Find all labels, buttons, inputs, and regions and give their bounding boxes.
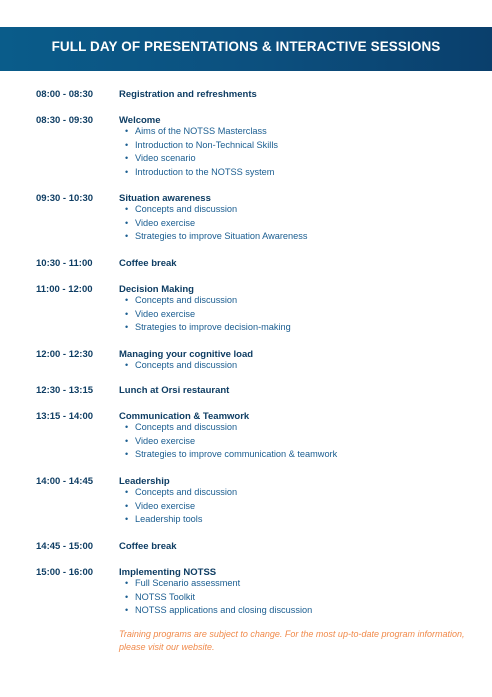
session-title: Situation awareness	[119, 193, 211, 204]
session-title: Leadership	[119, 476, 170, 487]
session-time: 10:30 - 11:00	[36, 258, 93, 269]
session-time: 12:30 - 13:15	[36, 385, 94, 396]
session-title: Welcome	[119, 115, 161, 126]
list-item	[125, 591, 312, 605]
bullet-icon: •	[125, 126, 129, 136]
bullet-icon: •	[125, 166, 129, 177]
session-items	[125, 203, 307, 244]
list-item	[125, 308, 291, 322]
list-item	[125, 125, 278, 139]
list-item	[125, 203, 307, 217]
list-item-text: Concepts and discussion	[135, 422, 238, 432]
list-item	[125, 152, 278, 166]
list-item-text: Video exercise	[135, 308, 196, 319]
disclaimer-note: Training programs are subject to change. For the most up-to-date program information, please visit our website.	[119, 629, 465, 652]
session-time: 08:00 - 08:30	[36, 89, 94, 100]
list-item	[125, 217, 307, 231]
session-time: 14:45 - 15:00	[36, 541, 94, 552]
list-item	[125, 294, 291, 308]
list-item-text: Introduction to Non-Technical Skills	[135, 139, 278, 150]
list-item	[125, 513, 237, 527]
bullet-icon: •	[125, 435, 129, 446]
session-items	[125, 359, 237, 373]
bullet-icon: •	[125, 591, 129, 602]
list-item	[125, 421, 337, 435]
session-time: 14:00 - 14:45	[36, 476, 94, 487]
session-title: Communication & Teamwork	[119, 411, 250, 422]
session-items	[125, 486, 237, 527]
list-item-text: Concepts and discussion	[135, 204, 238, 214]
bullet-icon: •	[125, 360, 129, 370]
list-item-text: Concepts and discussion	[135, 295, 238, 305]
list-item	[125, 448, 337, 462]
list-item-text: NOTSS applications and closing discussion	[135, 605, 313, 615]
bullet-icon: •	[125, 422, 129, 432]
session-items	[125, 125, 278, 179]
bullet-icon: •	[125, 487, 129, 497]
list-item	[125, 139, 278, 153]
session-items	[125, 294, 291, 335]
bullet-icon: •	[125, 139, 129, 150]
page-title: FULL DAY OF PRESENTATIONS & INTERACTIVE SESSIONS	[51, 39, 441, 54]
header-banner	[0, 27, 492, 71]
bullet-icon: •	[125, 295, 129, 305]
bullet-icon: •	[125, 204, 129, 214]
list-item	[125, 604, 312, 618]
list-item	[125, 577, 312, 591]
bullet-icon: •	[125, 578, 129, 588]
bullet-icon: •	[125, 231, 129, 241]
bullet-icon: •	[125, 605, 129, 615]
session-items	[125, 577, 312, 618]
bullet-icon: •	[125, 500, 129, 511]
session-time: 13:15 - 14:00	[36, 411, 94, 422]
session-items	[125, 421, 337, 462]
list-item-text: Introduction to the NOTSS system	[135, 166, 275, 177]
list-item-text: Aims of the NOTSS Masterclass	[135, 126, 267, 136]
session-time: 12:00 - 12:30	[36, 349, 94, 360]
list-item-text: Video exercise	[135, 217, 196, 228]
list-item-text: Full Scenario assessment	[135, 578, 241, 588]
session-time: 15:00 - 16:00	[36, 567, 94, 578]
list-item	[125, 435, 337, 449]
bullet-icon: •	[125, 308, 129, 319]
list-item	[125, 359, 237, 373]
list-item	[125, 166, 278, 180]
list-item-text: Strategies to improve Situation Awareness	[135, 231, 308, 241]
bullet-icon: •	[125, 217, 129, 228]
session-title: Implementing NOTSS	[119, 567, 217, 578]
session-title: Coffee break	[119, 258, 177, 269]
list-item	[125, 500, 237, 514]
session-time: 08:30 - 09:30	[36, 115, 94, 126]
bullet-icon: •	[125, 322, 129, 332]
list-item-text: Strategies to improve decision-making	[135, 322, 291, 332]
list-item	[125, 486, 237, 500]
session-title: Coffee break	[119, 541, 177, 552]
session-title: Lunch at Orsi restaurant	[119, 385, 230, 396]
list-item-text: NOTSS Toolkit	[135, 591, 196, 602]
list-item-text: Concepts and discussion	[135, 360, 238, 370]
list-item-text: Video scenario	[135, 153, 196, 163]
session-title: Registration and refreshments	[119, 89, 257, 100]
session-time: 11:00 - 12:00	[36, 284, 93, 295]
session-title: Decision Making	[119, 284, 194, 295]
bullet-icon: •	[125, 514, 129, 524]
list-item-text: Leadership tools	[135, 514, 203, 524]
session-time: 09:30 - 10:30	[36, 193, 94, 204]
session-title: Managing your cognitive load	[119, 349, 254, 360]
bullet-icon: •	[125, 449, 129, 459]
list-item-text: Video exercise	[135, 500, 196, 511]
list-item-text: Video exercise	[135, 435, 196, 446]
list-item-text: Strategies to improve communication & teamwork	[135, 449, 338, 459]
list-item-text: Concepts and discussion	[135, 487, 238, 497]
list-item	[125, 321, 291, 335]
bullet-icon: •	[125, 153, 129, 163]
list-item	[125, 230, 307, 244]
